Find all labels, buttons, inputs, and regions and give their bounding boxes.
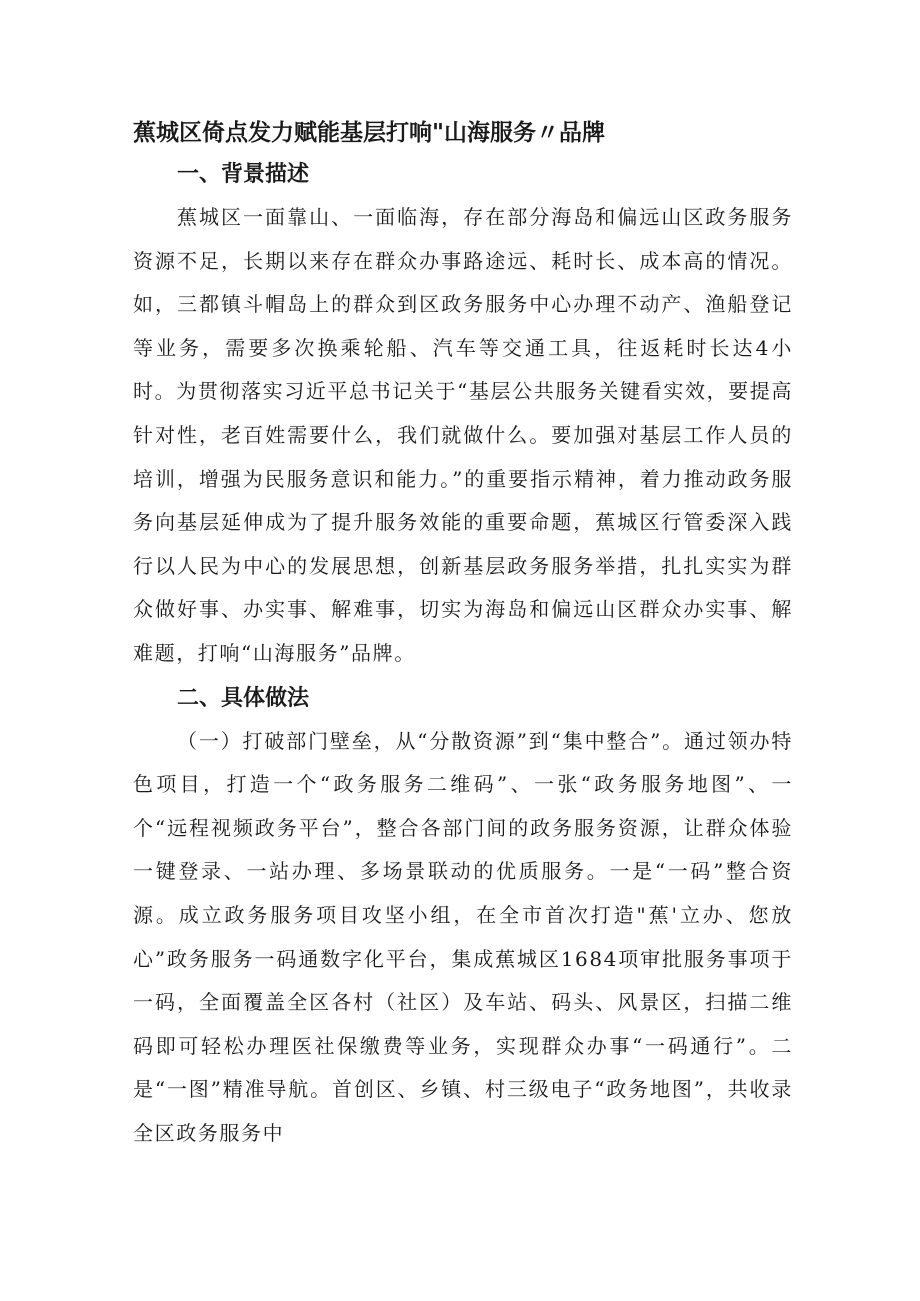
paragraph-background: 蕉城区一面靠山、一面临海，存在部分海岛和偏远山区政务服务资源不足，长期以来存在群众办事路途远、耗时长、成本高的情况。如，三都镇斗帽岛上的群众到区政务服务中心办理不动产、渔船登记等业务，需要多次换乘轮船、汽车等交通工具，往返耗时长达4小时。为贯彻落实习近平总书记关于“基层公共服务关键看实效，要提高针对性，老百姓需要什么，我们就做什么。要加强对基层工作人员的培训，增强为民服务意识和能力。”的重要指示精神，着力推动政务服务向基层延伸成为了提升服务效能的重要命题，蕉城区行管委深入践行以人民为中心的发展思想，创新基层政务服务举措，扎扎实实为群众做好事、办实事、解难事，切实为海岛和偏远山区群众办实事、解难题，打响“山海服务”品牌。 — [133, 205, 793, 665]
section-heading-background: 一、背景描述 — [177, 162, 310, 187]
section-heading-practices: 二、具体做法 — [177, 685, 310, 711]
paragraph-practices: （一）打破部门壁垒，从“分散资源”到“集中整合”。通过领办特色项目，打造一个“政务服务二维码”、一张“政务服务地图”、一个“远程视频政务平台”，整合各部门间的政务服务资源，让群众体验一键登录、一站办理、多场景联动的优质服务。一是“一码”整合资源。成立政务服务项目攻坚小组，在全市首次打造"蕉'立办、您放心”政务服务一码通数字化平台，集成蕉城区1684项审批服务事项于一码，全面覆盖全区各村（社区）及车站、码头、风景区，扫描二维码即可轻松办理医社保缴费等业务，实现群众办事“一码通行”。二是“一图”精准导航。首创区、乡镇、村三级电子“政务地图”，共收录全区政务服务中 — [133, 728, 793, 1145]
document-page — [133, 112, 793, 1155]
document-title: 蕉城区倚点发力赋能基层打响"山海服务〃品牌 — [133, 120, 605, 146]
